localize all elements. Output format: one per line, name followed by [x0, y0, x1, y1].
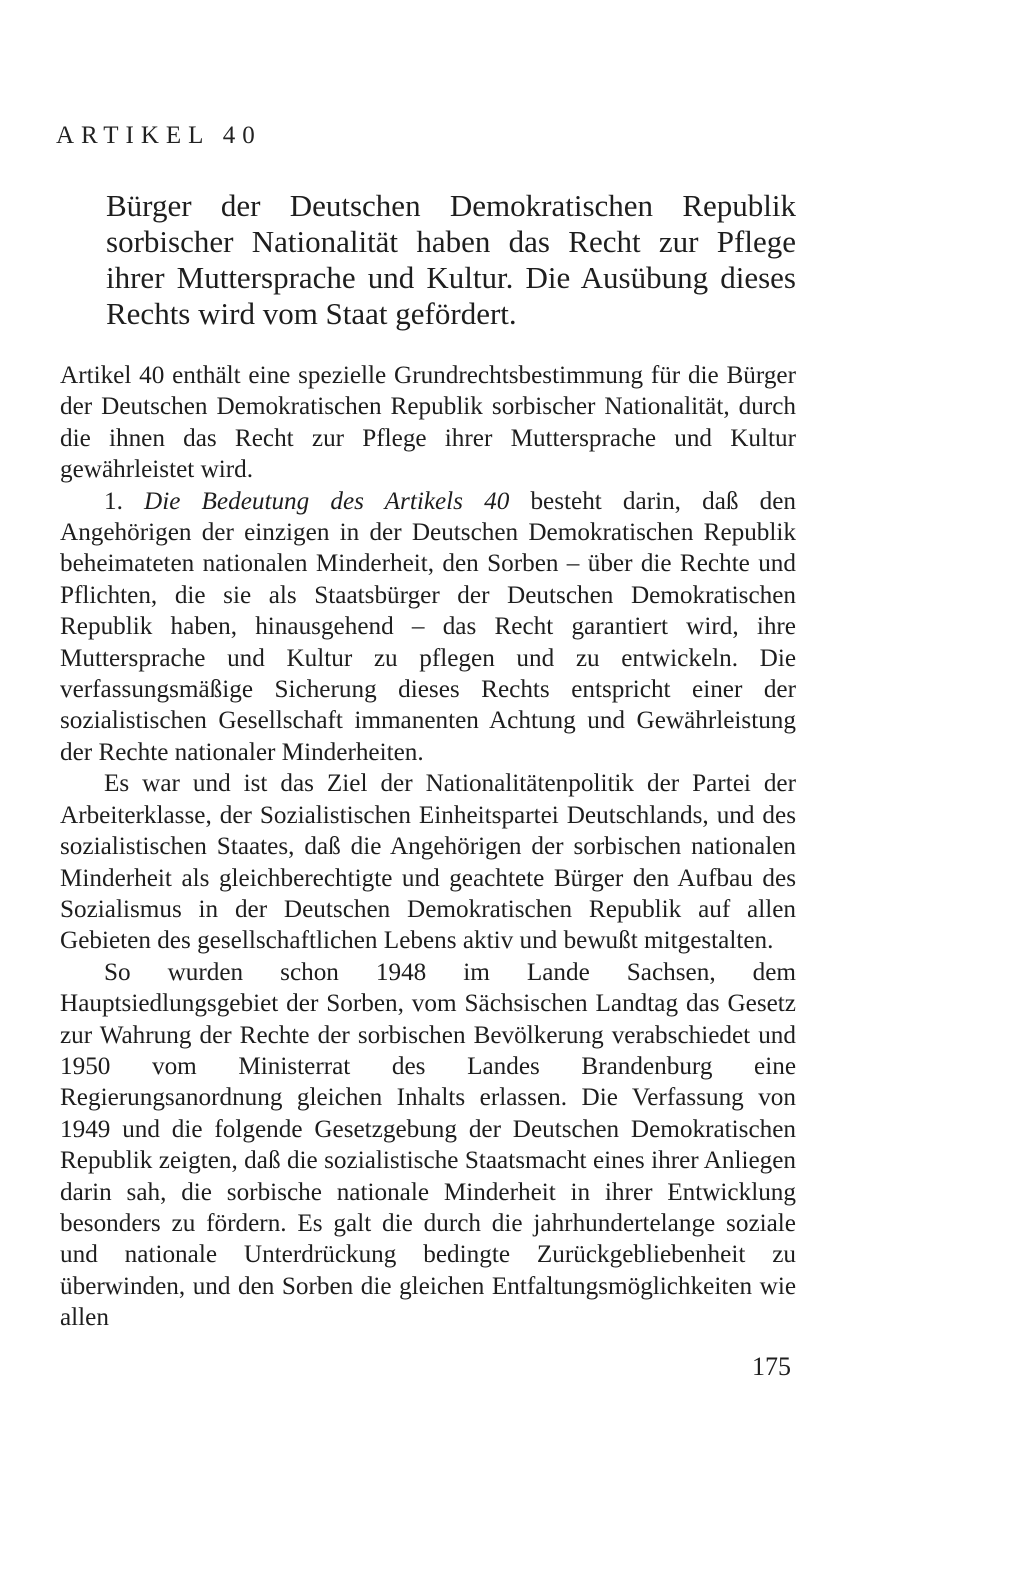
- paragraph-1-number: 1.: [104, 487, 123, 515]
- paragraph-1-text: besteht darin, daß den Angehörigen der einzigen in der Deutschen Demokratischen Republik beheimateten nationalen Minderheit, den Sorben – über die Rechte und Pflichten, die sie als Staatsbürger der Deutschen Demokratischen Republik haben, hinausgehend – das Recht garantiert wird, ihre Muttersprache und Kultur zu pflegen und zu entwickeln. Die verfassungsmäßige Sicherung dieses Rechts entspricht einer der sozialistischen Gesellschaft immanenten Achtung und Gewährleistung der Rechte nationaler Minderheiten.: [60, 487, 796, 766]
- paragraph-2: Es war und ist das Ziel der Nationalitätenpolitik der Partei der Arbeiterklasse, der Sozialistischen Einheitspartei Deutschlands, und des sozialistischen Staates, daß die Angehörigen der sorbischen nationalen Minderheit als gleichberechtigte und geachtete Bürger den Aufbau des Sozialismus in der Deutschen Demokratischen Republik auf allen Gebieten des gesellschaftlichen Lebens aktiv und bewußt mitgestalten.: [60, 770, 796, 955]
- paragraph-1: [60, 486, 796, 769]
- page-number: 175: [752, 1352, 791, 1381]
- intro-paragraph: Artikel 40 enthält eine spezielle Grundrechtsbestimmung für die Bürger der Deutschen Demokratischen Republik sorbischer Nationalität, durch die ihnen das Recht zur Pflege ihrer Muttersprache und Kultur gewährleistet wird.: [60, 362, 796, 484]
- paragraph-1-italic-heading: Die Bedeutung des Artikels 40: [144, 487, 510, 515]
- paragraph-3: So wurden schon 1948 im Lande Sachsen, dem Hauptsiedlungsgebiet der Sorben, vom Sächsischen Landtag das Gesetz zur Wahrung der Rechte der sorbischen Bevölkerung verabschiedet und 1950 vom Ministerrat des Landes Brandenburg eine Regierungsanordnung gleichen Inhalts erlassen. Die Verfassung von 1949 und die folgende Gesetzgebung der Deutschen Demokratischen Republik zeigten, daß die sozialistische Staatsmacht eines ihrer Anliegen darin sah, die sorbische nationale Minderheit in ihrer Entwicklung besonders zu fördern. Es galt die durch die jahrhundertelange soziale und nationale Unterdrückung bedingte Zurückgebliebenheit zu überwinden, und den Sorben die gleichen Entfaltungsmöglichkeiten wie allen: [60, 958, 796, 1332]
- article-heading: ARTIKEL 40: [56, 122, 262, 149]
- commentary-body: [60, 360, 796, 1334]
- article-provision-text: Bürger der Deutschen Demokratischen Republik sorbischer Nationalität haben das Recht zur Pflege ihrer Muttersprache und Kultur. Die Ausübung dieses Rechts wird vom Staat gefördert.: [106, 188, 796, 331]
